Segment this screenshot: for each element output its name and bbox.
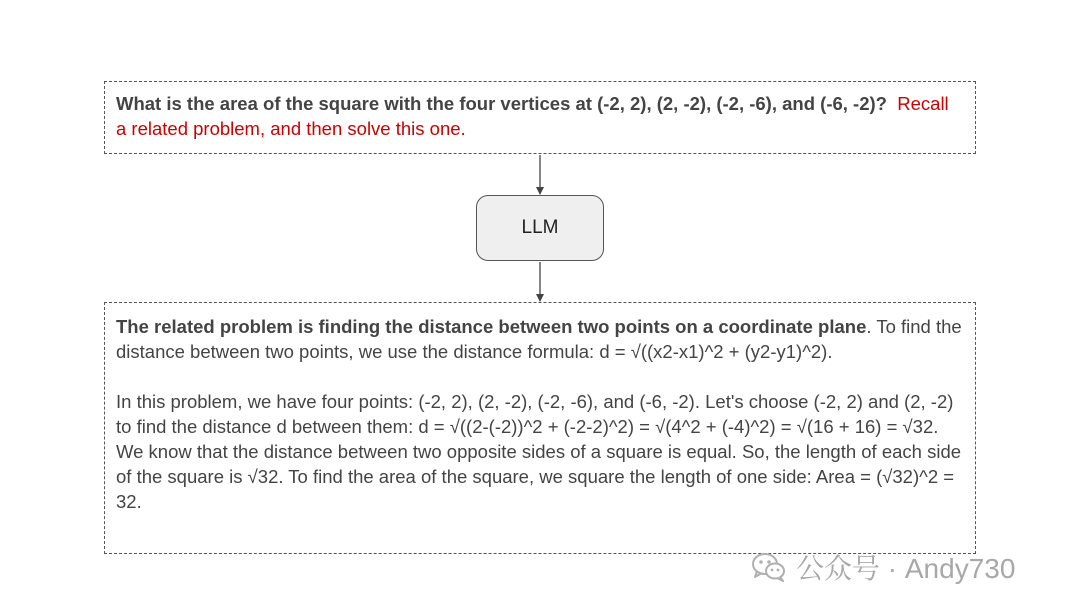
watermark-text: 公众号 · Andy730: [796, 553, 1016, 584]
wechat-icon: [752, 552, 786, 582]
distance-formula-text: . To find the distance between two points, we use the distance formula: d = √((x2-x1)^2 + (y2-y1)^2).: [116, 316, 962, 362]
llm-label: LLM: [521, 217, 559, 238]
answer-box: [104, 302, 976, 554]
prompt-instruction: Recall a related problem, and then solve this one.: [116, 93, 949, 139]
related-problem-paragraph: [116, 314, 963, 364]
question-box: [104, 81, 976, 154]
solution-paragraph: In this problem, we have four points: (-2, 2), (2, -2), (-2, -6), and (-6, -2). Let's choose (-2, 2) and (2, -2) to find the distance d between them: d = √((2-(-2))^2 + (-2-2)^2) = √(4^2 + (-4)^2) = √(16 + 16) = √32. We know that the distance between two opposite sides of a square is equal. So, the length of each side of the square is √32. To find the area of the square, we square the length of one side: Area = (√32)^2 = 32.: [116, 391, 962, 512]
related-problem-statement: The related problem is finding the distance between two points on a coordinate plane: [116, 316, 867, 337]
question-text: What is the area of the square with the four vertices at (-2, 2), (2, -2), (-2, -6), and (-6, -2)?: [116, 93, 887, 114]
watermark: [752, 547, 1015, 587]
llm-node: [476, 195, 604, 261]
